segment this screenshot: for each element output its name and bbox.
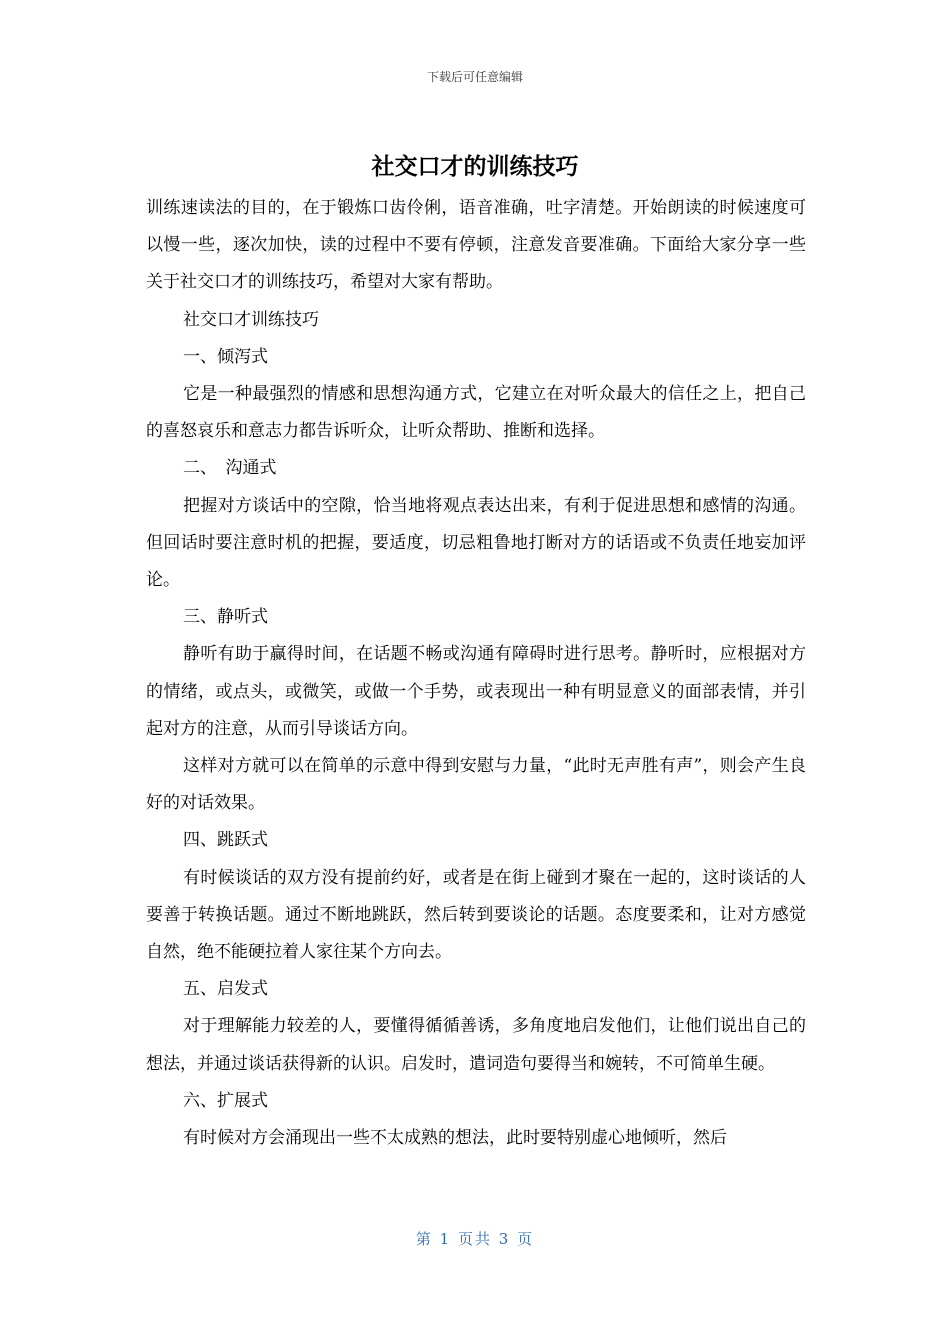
subtitle: 社交口才训练技巧 (183, 309, 319, 330)
section-heading-1: 一、倾泻式 (183, 346, 268, 367)
page-footer (0, 1228, 950, 1249)
section-paragraph-1: 它是一种最强烈的情感和思想沟通方式，它建立在对听众最大的信任之上，把自己的喜怒哀乐和意志力都告诉听众，让听众帮助、推断和选择。 (146, 384, 806, 442)
section-heading-2: 二、 沟通式 (183, 458, 277, 479)
intro-paragraph: 训练速读法的目的，在于锻炼口齿伶俐，语音准确，吐字清楚。开始朗读的时候速度可以慢一些，逐次加快，读的过程中不要有停顿，注意发音要准确。下面给大家分享一些关于社交口才的训练技巧，希望对大家有帮助。 (146, 198, 806, 293)
document-title: 社交口才的训练技巧 (371, 154, 579, 180)
section-paragraph-3a: 静听有助于赢得时间，在话题不畅或沟通有障碍时进行思考。静听时，应根据对方的情绪，或点头，或微笑，或做一个手势，或表现出一种有明显意义的面部表情，并引起对方的注意，从而引导谈话方向。 (146, 644, 806, 739)
section-paragraph-3b: 这样对方就可以在简单的示意中得到安慰与力量，“此时无声胜有声”，则会产生良好的对话效果。 (146, 756, 806, 814)
page-number-label: 第 1 页共 3 页 (415, 1230, 535, 1248)
section-paragraph-5: 对于理解能力较差的人，要懂得循循善诱，多角度地启发他们，让他们说出自己的想法，并通过谈话获得新的认识。启发时，遣词造句要得当和婉转，不可简单生硬。 (146, 1016, 806, 1074)
header-note: 下载后可任意编辑 (426, 70, 523, 84)
section-paragraph-2: 把握对方谈话中的空隙，恰当地将观点表达出来，有利于促进思想和感情的沟通。但回话时要注意时机的把握，要适度，切忌粗鲁地打断对方的话语或不负责任地妄加评论。 (146, 495, 806, 591)
section-paragraph-6: 有时候对方会涌现出一些不太成熟的想法，此时要特别虚心地倾听，然后 (183, 1128, 727, 1149)
section-heading-6: 六、扩展式 (183, 1090, 268, 1111)
section-heading-5: 五、启发式 (183, 979, 268, 1000)
document-body (146, 190, 806, 1157)
section-paragraph-4: 有时候谈话的双方没有提前约好，或者是在街上碰到才聚在一起的，这时谈话的人要善于转换话题。通过不断地跳跃，然后转到要谈论的话题。态度要柔和，让对方感觉自然，绝不能硬拉着人家往某个方向去。 (146, 867, 806, 963)
section-heading-3: 三、静听式 (183, 607, 268, 628)
section-heading-4: 四、跳跃式 (183, 830, 268, 851)
